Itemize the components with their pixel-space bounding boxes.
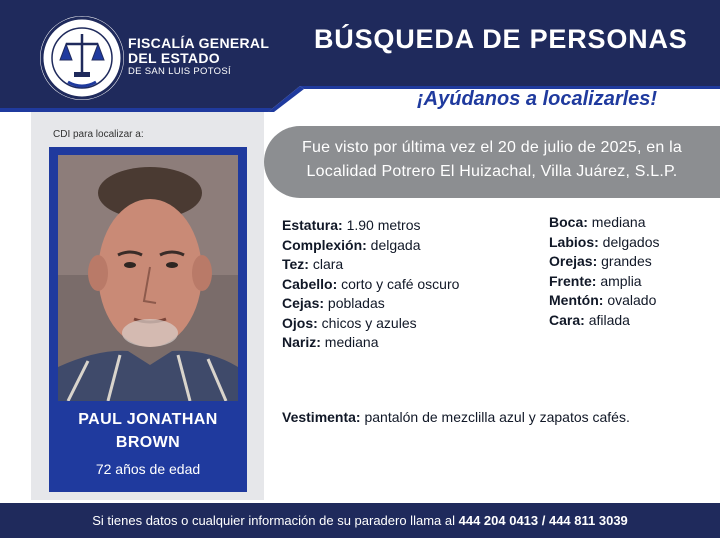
person-name xyxy=(49,408,247,454)
physical-features-left xyxy=(282,216,542,353)
feature-label: Boca: xyxy=(549,214,588,230)
feature-label: Cejas: xyxy=(282,295,325,311)
feature-label: Tez: xyxy=(282,256,309,272)
feature-eyebrows xyxy=(282,294,542,314)
feature-label: Nariz: xyxy=(282,334,321,350)
state-seal-logo xyxy=(40,16,124,100)
feature-label: Ojos: xyxy=(282,314,318,331)
institution-line-2: DEL ESTADO xyxy=(128,50,220,66)
feature-value: afilada xyxy=(588,311,630,328)
feature-complexion xyxy=(282,255,542,275)
feature-label: Mentón: xyxy=(549,292,604,308)
last-seen-text xyxy=(282,136,702,184)
feature-face xyxy=(549,311,719,331)
feature-value: delgados xyxy=(602,233,660,250)
cdi-label: CDI para localizar a: xyxy=(53,129,144,140)
person-name-line-1: PAUL JONATHAN xyxy=(78,411,218,428)
feature-ears xyxy=(549,252,719,272)
missing-person-photo xyxy=(58,155,238,401)
feature-value: ovalado xyxy=(607,292,657,308)
feature-value: mediana xyxy=(591,214,646,230)
feature-hair xyxy=(282,275,542,295)
tagline: ¡Ayúdanos a localizarles! xyxy=(417,88,658,110)
feature-mouth xyxy=(549,213,719,233)
clothing-label: Vestimenta: xyxy=(282,409,361,425)
feature-value: 1.90 metros xyxy=(346,217,421,233)
feature-label: Cara: xyxy=(549,311,585,328)
feature-height xyxy=(282,216,542,236)
feature-value: grandes xyxy=(601,253,652,269)
feature-value: pobladas xyxy=(327,295,385,311)
feature-build xyxy=(282,236,542,256)
header xyxy=(0,0,720,112)
feature-label: Frente: xyxy=(549,272,597,289)
clothing-value: pantalón de mezclilla azul y zapatos cafés. xyxy=(364,409,630,425)
last-seen-line-2: Localidad Potrero El Huizachal, Villa Juárez, S.L.P. xyxy=(306,163,678,180)
feature-lips xyxy=(549,233,719,253)
feature-label: Estatura: xyxy=(282,217,343,233)
feature-value: delgada xyxy=(370,236,421,253)
feature-label: Orejas: xyxy=(549,253,598,269)
contact-phone-numbers: 444 204 0413 / 444 811 3039 xyxy=(458,513,628,528)
feature-label: Labios: xyxy=(549,233,599,250)
institution-line-1: FISCALÍA GENERAL xyxy=(128,35,270,51)
feature-value: chicos y azules xyxy=(321,314,417,331)
last-seen-line-1: Fue visto por última vez el 20 de julio de 2025, en la xyxy=(302,139,682,156)
page-title: BÚSQUEDA DE PERSONAS xyxy=(314,24,688,54)
clothing-description xyxy=(282,409,630,425)
feature-eyes xyxy=(282,314,542,334)
feature-value: corto y café oscuro xyxy=(341,275,460,292)
feature-value: mediana xyxy=(324,334,379,350)
feature-nose xyxy=(282,333,542,353)
feature-chin xyxy=(549,291,719,311)
feature-label: Cabello: xyxy=(282,275,338,292)
person-name-line-2: BROWN xyxy=(115,434,181,451)
person-age: 72 años de edad xyxy=(95,461,201,477)
feature-value: amplia xyxy=(600,272,642,289)
feature-label: Complexión: xyxy=(282,236,367,253)
institution-line-3: DE SAN LUIS POTOSÍ xyxy=(128,66,231,77)
institution-name xyxy=(128,36,269,78)
footer-contact xyxy=(0,513,720,528)
feature-value: clara xyxy=(312,256,344,272)
feature-forehead xyxy=(549,272,719,292)
physical-features-right xyxy=(549,213,719,330)
footer-message: Si tienes datos o cualquier información de su paradero llama al xyxy=(92,513,455,528)
